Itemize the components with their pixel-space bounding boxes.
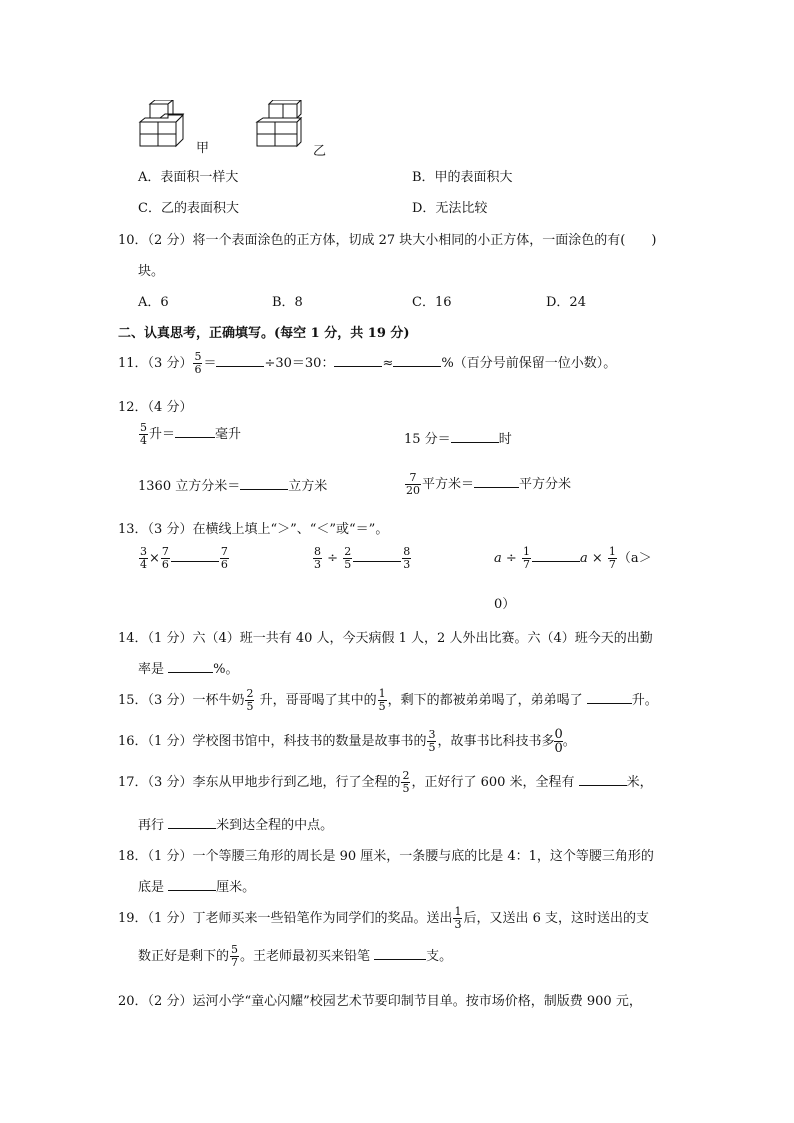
figure-yi: [255, 100, 307, 152]
q10-option-a[interactable]: A．6: [138, 295, 169, 310]
q18-line2: 底是 厘米。: [138, 880, 256, 895]
q12-a-text: 升＝: [149, 427, 176, 442]
q12-b-unit: 时: [498, 432, 512, 447]
q12-a-blank[interactable]: [175, 425, 215, 438]
q12-d-unit: 平方分米: [519, 477, 572, 492]
q12-a-unit: 毫升: [215, 427, 242, 442]
q13-expr1: $\frac{3}{4}$ × $\frac{7}{6}$ $\frac{7}{6}$: [140, 545, 228, 571]
q11-text4: %（百分号前保留一位小数）。: [441, 356, 617, 371]
q13-expr2: $\frac{8}{3}$ ÷ $\frac{2}{5}$ $\frac{8}{3}$: [314, 545, 411, 571]
q13-blank2[interactable]: [353, 549, 401, 562]
q12-b-blank[interactable]: [451, 430, 499, 443]
q12-a-fraction: $\frac{5}{4}$: [140, 421, 147, 447]
section-heading: 二、认真思考，正确填写。(每空 1 分，共 19 分): [118, 326, 410, 341]
q13-expr3: a ÷ $\frac{1}{7}$ a × $\frac{1}{7}$ （a＞: [494, 545, 652, 571]
q11-prefix: 11．（3 分）: [118, 356, 193, 371]
q12-c-text: 1360 立方分米＝: [138, 479, 241, 494]
cube-stack-jia-image: [138, 100, 190, 148]
q12-b-text: 15 分＝: [404, 432, 451, 447]
q13-head: 13．（3 分）在横线上填上“＞”、“＜”或“＝”。: [118, 522, 389, 537]
figure-jia: [138, 100, 190, 152]
q15-blank[interactable]: [587, 691, 632, 704]
q11-text3: ≈: [382, 356, 394, 371]
q17-blank2[interactable]: [168, 816, 216, 829]
q16: 16．（1 分）学校图书馆中，科技书的数量是故事书的 $\frac{3}{5}$ ，故事书比科技书多 $\frac{0}{0}$ 。: [118, 727, 576, 756]
q14-line2: 率是 %。: [138, 662, 239, 677]
q18-blank[interactable]: [168, 878, 216, 891]
cube-stack-yi-image: [255, 100, 307, 148]
q18-line1: 18．（1 分）一个等腰三角形的周长是 90 厘米，一条腰与底的比是 4：1，这个等腰三角形的: [118, 849, 654, 864]
q14-blank[interactable]: [168, 660, 213, 673]
q10-line1: 10．（2 分）将一个表面涂色的正方体，切成 27 块大小相同的小正方体，一面涂色的有( ): [118, 233, 657, 248]
q11-blank1[interactable]: [216, 354, 264, 367]
q14-line1: 14．（1 分）六（4）班一共有 40 人，今天病假 1 人，2 人外出比赛。六（4）班今天的出勤: [118, 631, 653, 646]
q11: [118, 351, 616, 376]
q12-c-unit: 立方米: [288, 479, 328, 494]
q17-line2: 再行 米到达全程的中点。: [138, 818, 334, 833]
q17-blank1[interactable]: [579, 773, 627, 786]
q10-option-d[interactable]: D．24: [546, 295, 586, 310]
q11-fraction: $\frac{5}{6}$: [194, 350, 202, 376]
q16-fraction-placeholder[interactable]: $\frac{0}{0}$: [554, 727, 563, 756]
q15: 15．（3 分）一杯牛奶 $\frac{2}{5}$ 升，哥哥喝了其中的 $\frac{1}{5}$ ，剩下的都被弟弟喝了，弟弟喝了 升。: [118, 687, 658, 713]
q17-line1: 17．（3 分）李东从甲地步行到乙地，行了全程的 $\frac{2}{5}$ ，正好行了 600 米，全程有 米，: [118, 769, 653, 795]
q12-d-text: 平方米＝: [422, 477, 475, 492]
q12-d-fraction: $\frac{7}{20}$: [406, 471, 420, 497]
q9-option-c[interactable]: C．乙的表面积大: [138, 201, 239, 216]
q13-blank1[interactable]: [171, 549, 219, 562]
q11-text1: ＝: [203, 356, 217, 371]
q9-option-d[interactable]: D．无法比较: [412, 201, 488, 216]
q11-blank3[interactable]: [393, 354, 441, 367]
q11-blank2[interactable]: [334, 354, 382, 367]
q12-a: [138, 422, 241, 447]
q19-blank[interactable]: [374, 947, 426, 960]
q9-option-b[interactable]: B．甲的表面积大: [412, 170, 513, 185]
q13-blank3[interactable]: [532, 549, 580, 562]
q9-option-a[interactable]: A．表面积一样大: [138, 170, 239, 185]
q10-option-b[interactable]: B．8: [272, 295, 303, 310]
q10-line2: 块。: [138, 264, 165, 279]
q12-c-blank[interactable]: [240, 477, 288, 490]
q12-c: [138, 475, 327, 494]
figure-jia-label: 甲: [196, 141, 210, 156]
q12-d-blank[interactable]: [474, 475, 519, 488]
q11-text2: ÷30＝30：: [264, 356, 335, 371]
q20-line1: 20．（2 分）运河小学“童心闪耀”校园艺术节要印制节目单。按市场价格，制版费 900 元，: [118, 994, 642, 1009]
q12-head: 12．（4 分）: [118, 400, 193, 415]
q13-expr3-cont: 0）: [494, 597, 516, 612]
q19-line2: 数正好是剩下的 $\frac{5}{7}$ 。王老师最初买来铅笔 支。: [138, 943, 453, 969]
figure-yi-label: 乙: [313, 144, 327, 159]
q19-line1: 19．（1 分）丁老师买来一些铅笔作为同学们的奖品。送出 $\frac{1}{3}$ 后，又送出 6 支，这时送出的支: [118, 905, 649, 931]
q12-b: [404, 428, 512, 447]
q12-d: [404, 472, 571, 497]
q10-option-c[interactable]: C．16: [412, 295, 452, 310]
